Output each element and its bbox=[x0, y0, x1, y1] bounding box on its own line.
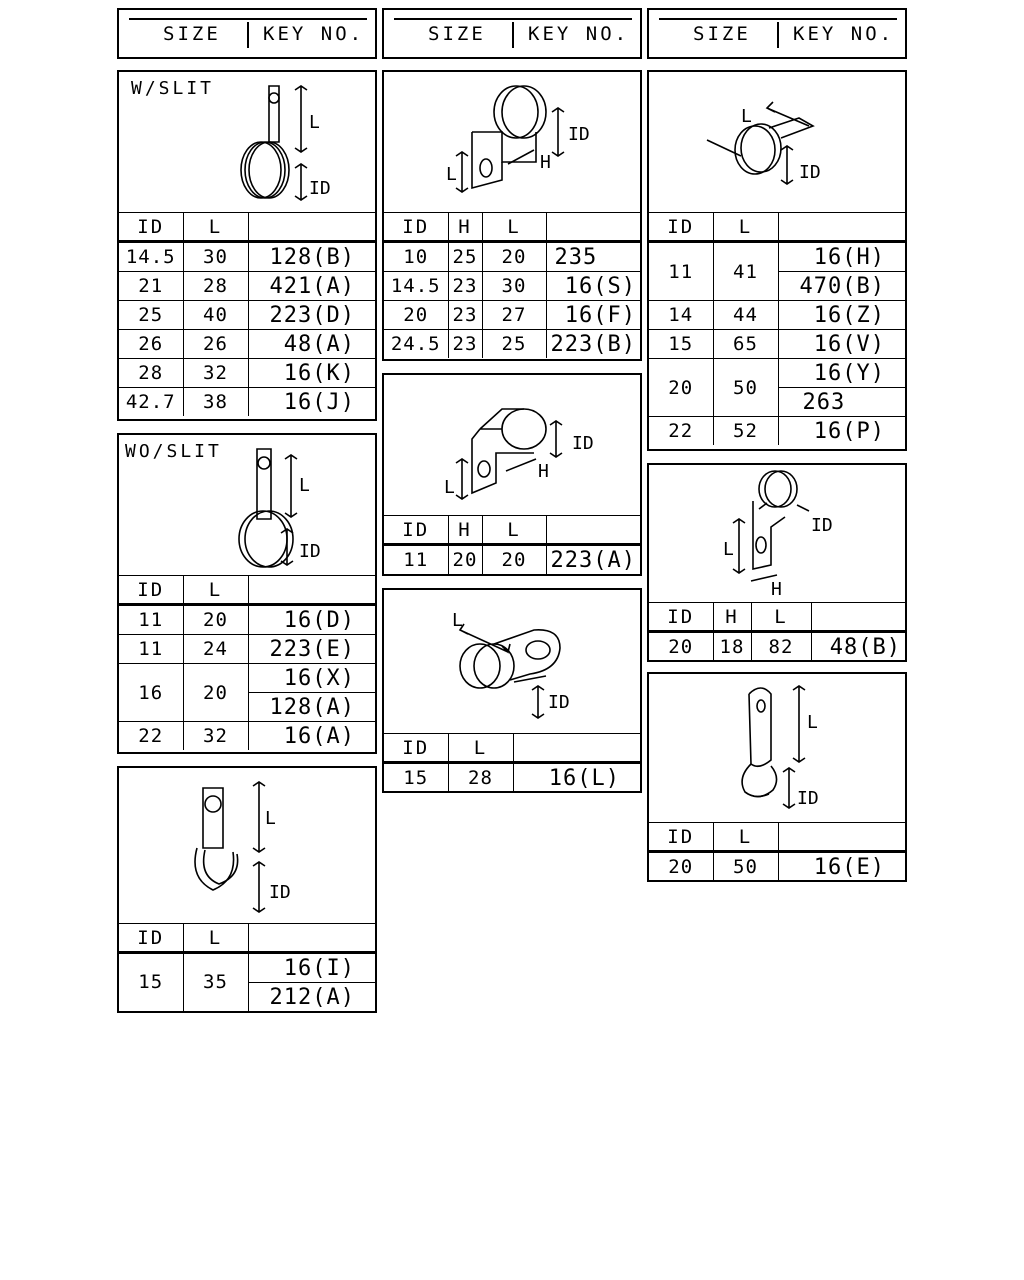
dim-id-label: ID bbox=[299, 541, 321, 562]
cell-l: 30 bbox=[482, 272, 546, 301]
col-l: L bbox=[751, 603, 811, 632]
col-l: L bbox=[482, 213, 546, 242]
clamp-illustration bbox=[649, 72, 905, 212]
dim-h-label: H bbox=[540, 152, 551, 173]
cell-key: 128(A) bbox=[248, 693, 375, 722]
col-l: L bbox=[482, 516, 546, 545]
col-h: H bbox=[448, 213, 482, 242]
table-row bbox=[384, 330, 640, 359]
table-row bbox=[649, 242, 905, 272]
table-row bbox=[649, 417, 905, 446]
col-id: ID bbox=[649, 213, 713, 242]
cell-id: 11 bbox=[384, 545, 448, 575]
cell-id: 11 bbox=[119, 635, 183, 664]
key-no-label: KEY NO. bbox=[793, 23, 895, 45]
panel-title: W/SLIT bbox=[131, 78, 215, 99]
cell-h: 20 bbox=[448, 545, 482, 575]
cell-id: 14 bbox=[649, 301, 713, 330]
col-id: ID bbox=[119, 924, 183, 953]
cell-key: 235 bbox=[546, 242, 640, 272]
col-key bbox=[778, 823, 905, 852]
cell-l: 52 bbox=[713, 417, 778, 446]
cell-id: 24.5 bbox=[384, 330, 448, 359]
cell-key: 16(K) bbox=[248, 359, 375, 388]
table-row bbox=[384, 242, 640, 272]
cell-l: 27 bbox=[482, 301, 546, 330]
size-table bbox=[649, 602, 905, 661]
size-label: SIZE bbox=[428, 23, 486, 45]
cell-key: 16(Z) bbox=[778, 301, 905, 330]
cell-key: 128(B) bbox=[248, 242, 375, 272]
clamp-illustration bbox=[119, 72, 375, 212]
cell-id: 20 bbox=[649, 852, 713, 882]
col-id: ID bbox=[384, 734, 448, 763]
dim-id-label: ID bbox=[548, 692, 570, 713]
cell-h: 23 bbox=[448, 272, 482, 301]
size-table bbox=[649, 212, 905, 445]
col-key bbox=[778, 213, 905, 242]
cell-key: 16(L) bbox=[513, 763, 640, 793]
key-no-label: KEY NO. bbox=[263, 23, 365, 45]
header-box-2 bbox=[382, 8, 642, 59]
cell-key: 16(P) bbox=[778, 417, 905, 446]
cell-id: 11 bbox=[649, 242, 713, 301]
clamp-illustration bbox=[649, 465, 905, 603]
panel-clamp-7 bbox=[647, 70, 907, 451]
dim-id-label: ID bbox=[568, 124, 590, 145]
cell-id: 20 bbox=[649, 359, 713, 417]
cell-key: 223(D) bbox=[248, 301, 375, 330]
size-table bbox=[384, 212, 640, 358]
cell-key: 16(A) bbox=[248, 722, 375, 751]
table-row bbox=[119, 301, 375, 330]
panel-clamp-5 bbox=[382, 373, 642, 576]
size-table bbox=[649, 822, 905, 881]
dim-id-label: ID bbox=[269, 882, 291, 903]
cell-l: 32 bbox=[183, 722, 248, 751]
size-table bbox=[384, 733, 640, 792]
header-box-1 bbox=[117, 8, 377, 59]
cell-l: 82 bbox=[751, 632, 811, 662]
header-rule bbox=[394, 18, 632, 20]
cell-l: 41 bbox=[713, 242, 778, 301]
col-key bbox=[248, 924, 375, 953]
cell-id: 21 bbox=[119, 272, 183, 301]
dim-id-label: ID bbox=[572, 433, 594, 454]
table-row bbox=[384, 272, 640, 301]
cell-l: 40 bbox=[183, 301, 248, 330]
cell-id: 16 bbox=[119, 664, 183, 722]
dim-l-label: L bbox=[309, 112, 320, 133]
size-table bbox=[384, 515, 640, 574]
clamp-illustration bbox=[384, 590, 640, 734]
cell-id: 42.7 bbox=[119, 388, 183, 417]
table-row bbox=[384, 301, 640, 330]
dim-id-label: ID bbox=[811, 515, 833, 536]
cell-h: 23 bbox=[448, 301, 482, 330]
dim-h-label: H bbox=[538, 461, 549, 482]
col-id: ID bbox=[649, 603, 713, 632]
cell-l: 26 bbox=[183, 330, 248, 359]
cell-id: 15 bbox=[384, 763, 448, 793]
col-h: H bbox=[713, 603, 751, 632]
cell-key: 212(A) bbox=[248, 983, 375, 1012]
cell-key: 48(A) bbox=[248, 330, 375, 359]
cell-l: 20 bbox=[482, 545, 546, 575]
panel-clamp-4 bbox=[382, 70, 642, 361]
col-l: L bbox=[183, 924, 248, 953]
table-row bbox=[119, 722, 375, 751]
col-id: ID bbox=[649, 823, 713, 852]
col-l: L bbox=[713, 823, 778, 852]
cell-l: 20 bbox=[183, 605, 248, 635]
dim-id-label: ID bbox=[309, 178, 331, 199]
col-l: L bbox=[713, 213, 778, 242]
cell-key: 421(A) bbox=[248, 272, 375, 301]
cell-key: 223(A) bbox=[546, 545, 640, 575]
cell-key: 16(H) bbox=[778, 242, 905, 272]
cell-l: 50 bbox=[713, 359, 778, 417]
col-l: L bbox=[448, 734, 513, 763]
header-box-3 bbox=[647, 8, 907, 59]
table-row bbox=[119, 388, 375, 417]
table-row bbox=[119, 953, 375, 983]
table-row bbox=[649, 852, 905, 882]
cell-id: 20 bbox=[649, 632, 713, 662]
col-key bbox=[546, 516, 640, 545]
cell-key: 263 bbox=[778, 388, 905, 417]
clamp-illustration bbox=[119, 768, 375, 918]
cell-l: 28 bbox=[448, 763, 513, 793]
table-row bbox=[649, 330, 905, 359]
col-key bbox=[513, 734, 640, 763]
header-divider bbox=[777, 22, 779, 48]
cell-id: 15 bbox=[649, 330, 713, 359]
dim-l-label: L bbox=[807, 712, 818, 733]
table-row bbox=[649, 632, 905, 662]
table-row bbox=[119, 605, 375, 635]
size-table bbox=[119, 923, 375, 1012]
dim-l-label: L bbox=[452, 610, 463, 631]
cell-key: 16(F) bbox=[546, 301, 640, 330]
table-row bbox=[649, 359, 905, 388]
panel-wo-slit bbox=[117, 433, 377, 754]
cell-key: 470(B) bbox=[778, 272, 905, 301]
dim-l-label: L bbox=[446, 164, 457, 185]
dim-id-label: ID bbox=[799, 162, 821, 183]
cell-id: 14.5 bbox=[384, 272, 448, 301]
table-row bbox=[119, 359, 375, 388]
col-id: ID bbox=[384, 213, 448, 242]
cell-l: 50 bbox=[713, 852, 778, 882]
cell-l: 38 bbox=[183, 388, 248, 417]
col-key bbox=[248, 576, 375, 605]
table-row bbox=[119, 272, 375, 301]
panel-clamp-9 bbox=[647, 672, 907, 882]
col-l: L bbox=[183, 576, 248, 605]
cell-l: 20 bbox=[183, 664, 248, 722]
cell-key: 16(Y) bbox=[778, 359, 905, 388]
col-h: H bbox=[448, 516, 482, 545]
cell-key: 16(E) bbox=[778, 852, 905, 882]
cell-l: 44 bbox=[713, 301, 778, 330]
dim-l-label: L bbox=[299, 475, 310, 496]
cell-id: 25 bbox=[119, 301, 183, 330]
cell-key: 16(X) bbox=[248, 664, 375, 693]
cell-h: 23 bbox=[448, 330, 482, 359]
col-key bbox=[546, 213, 640, 242]
key-no-label: KEY NO. bbox=[528, 23, 630, 45]
cell-l: 32 bbox=[183, 359, 248, 388]
cell-key: 223(E) bbox=[248, 635, 375, 664]
cell-key: 16(S) bbox=[546, 272, 640, 301]
cell-h: 18 bbox=[713, 632, 751, 662]
panel-title: WO/SLIT bbox=[125, 441, 222, 462]
table-row bbox=[119, 242, 375, 272]
panel-clamp-6 bbox=[382, 588, 642, 793]
dim-id-label: ID bbox=[797, 788, 819, 809]
table-row bbox=[384, 763, 640, 793]
cell-id: 15 bbox=[119, 953, 183, 1012]
cell-key: 48(B) bbox=[811, 632, 905, 662]
cell-id: 10 bbox=[384, 242, 448, 272]
table-row bbox=[119, 635, 375, 664]
cell-id: 20 bbox=[384, 301, 448, 330]
cell-key: 16(V) bbox=[778, 330, 905, 359]
dim-h-label: H bbox=[771, 579, 782, 600]
cell-id: 22 bbox=[119, 722, 183, 751]
size-table bbox=[119, 575, 375, 750]
cell-l: 25 bbox=[482, 330, 546, 359]
col-id: ID bbox=[119, 213, 183, 242]
dim-l-label: L bbox=[265, 808, 276, 829]
table-row bbox=[119, 664, 375, 693]
col-key bbox=[248, 213, 375, 242]
header-rule bbox=[129, 18, 367, 20]
cell-key: 16(D) bbox=[248, 605, 375, 635]
clamp-illustration bbox=[384, 72, 640, 212]
size-label: SIZE bbox=[163, 23, 221, 45]
panel-clamp-8 bbox=[647, 463, 907, 662]
cell-l: 30 bbox=[183, 242, 248, 272]
cell-id: 22 bbox=[649, 417, 713, 446]
cell-key: 223(B) bbox=[546, 330, 640, 359]
dim-l-label: L bbox=[444, 477, 455, 498]
cell-l: 20 bbox=[482, 242, 546, 272]
cell-id: 11 bbox=[119, 605, 183, 635]
table-row bbox=[384, 545, 640, 575]
col-l: L bbox=[183, 213, 248, 242]
panel-clamp-3 bbox=[117, 766, 377, 1013]
dim-l-label: L bbox=[723, 539, 734, 560]
header-divider bbox=[247, 22, 249, 48]
table-row bbox=[119, 330, 375, 359]
cell-id: 28 bbox=[119, 359, 183, 388]
cell-l: 24 bbox=[183, 635, 248, 664]
header-rule bbox=[659, 18, 897, 20]
col-id: ID bbox=[119, 576, 183, 605]
size-table bbox=[119, 212, 375, 416]
cell-id: 26 bbox=[119, 330, 183, 359]
cell-h: 25 bbox=[448, 242, 482, 272]
size-label: SIZE bbox=[693, 23, 751, 45]
cell-l: 28 bbox=[183, 272, 248, 301]
cell-l: 35 bbox=[183, 953, 248, 1012]
clamp-illustration bbox=[649, 674, 905, 824]
cell-key: 16(J) bbox=[248, 388, 375, 417]
header-divider bbox=[512, 22, 514, 48]
col-id: ID bbox=[384, 516, 448, 545]
cell-l: 65 bbox=[713, 330, 778, 359]
dim-l-label: L bbox=[741, 106, 752, 127]
clamp-illustration bbox=[119, 435, 375, 575]
table-row bbox=[649, 301, 905, 330]
panel-w-slit bbox=[117, 70, 377, 421]
cell-id: 14.5 bbox=[119, 242, 183, 272]
clamp-illustration bbox=[384, 375, 640, 515]
col-key bbox=[811, 603, 905, 632]
cell-key: 16(I) bbox=[248, 953, 375, 983]
